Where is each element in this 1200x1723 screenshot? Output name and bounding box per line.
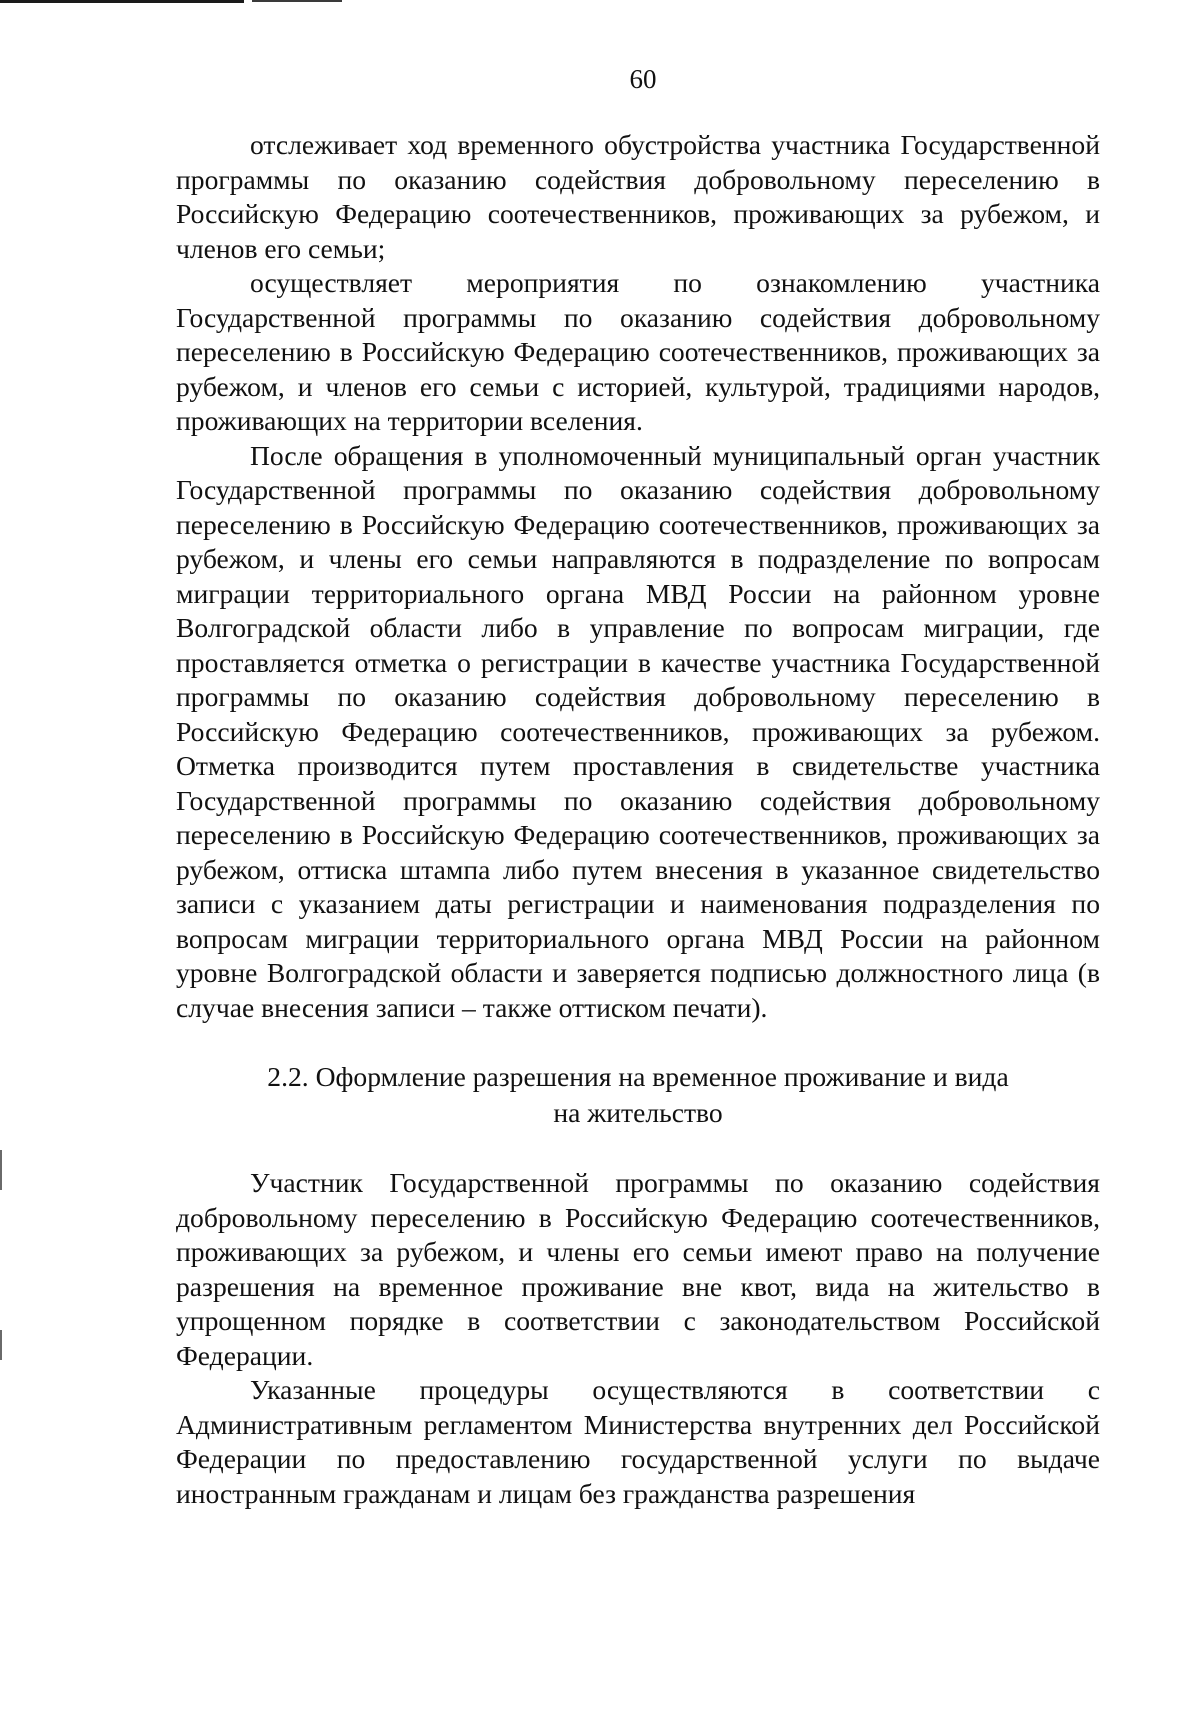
section-heading	[176, 1059, 1100, 1131]
scan-edge-mark	[0, 1150, 2, 1190]
paragraph: После обращения в уполномоченный муниципальный орган участник Государственной программы по оказанию содействия добровольному переселению в Российскую Федерацию соотечественников, проживающих за рубежом, и члены его семьи направляются в подразделение по вопросам миграции территориального органа МВД России на районном уровне Волгоградской области либо в управление по вопросам миграции, где проставляется отметка о регистрации в качестве участника Государственной программы по оказанию содействия добровольному переселению в Российскую Федерацию соотечественников, проживающих за рубежом. Отметка производится путем проставления в свидетельстве участника Государственной программы по оказанию содействия добровольному переселению в Российскую Федерацию соотечественников, проживающих за рубежом, оттиска штампа либо путем внесения в указанное свидетельство записи с указанием даты регистрации и наименования подразделения по вопросам миграции территориального органа МВД России на районном уровне Волгоградской области и заверяется подписью должностного лица (в случае внесения записи – также оттиском печати).	[176, 439, 1100, 1023]
paragraph: Указанные процедуры осуществляются в соответствии с Административным регламентом Министерства внутренних дел Российской Федерации по предоставлению государственной услуги по выдаче иностранным гражданам и лицам без гражданства разрешения	[176, 1374, 1100, 1509]
page-number: 60	[629, 64, 657, 94]
section-heading-line: на жительство	[553, 1097, 723, 1128]
paragraph: отслеживает ход временного обустройства участника Государственной программы по оказанию содействия добровольному переселению в Российскую Федерацию соотечественников, проживающих за рубежом, и членов его семьи;	[176, 129, 1100, 264]
scan-edge-mark	[252, 0, 342, 2]
scan-edge-mark	[0, 1330, 2, 1360]
document-body	[176, 128, 1100, 1511]
paragraph: Участник Государственной программы по оказанию содействия добровольному переселению в Российскую Федерацию соотечественников, проживающих за рубежом, и члены его семьи имеют право на получение разрешения на временное проживание вне квот, вида на жительство в упрощенном порядке в соответствии с законодательством Российской Федерации.	[176, 1167, 1100, 1371]
paragraph: осуществляет мероприятия по ознакомлению участника Государственной программы по оказанию содействия добровольному переселению в Российскую Федерацию соотечественников, проживающих за рубежом, и членов его семьи с историей, культурой, традициями народов, проживающих на территории вселения.	[176, 267, 1100, 436]
scan-edge-mark	[0, 0, 244, 3]
section-heading-line: 2.2. Оформление разрешения на временное проживание и вида	[267, 1061, 1009, 1092]
